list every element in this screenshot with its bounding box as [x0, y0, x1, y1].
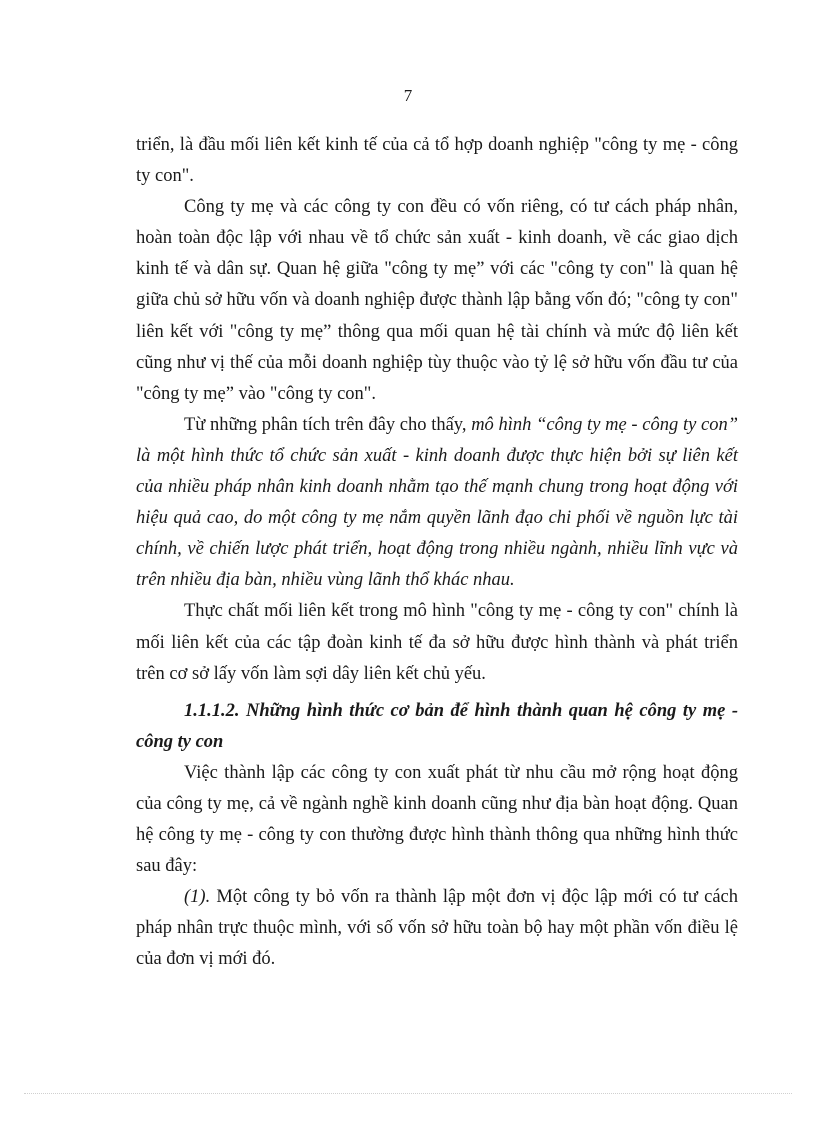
paragraph-essence: Thực chất mối liên kết trong mô hình "công ty mẹ - công ty con" chính là mối liên kết của các tập đoàn kinh tế đa sở hữu được hình thành và phát triển trên cơ sở lấy vốn làm sợi dây liên kết chủ yếu.	[136, 601, 738, 684]
paragraph-form-1	[136, 882, 738, 975]
list-marker: (1).	[184, 887, 211, 908]
paragraph-italic-definition: mô hình “công ty mẹ - công ty con” là một hình thức tổ chức sản xuất - kinh doanh được thực hiện bởi sự liên kết của nhiều pháp nhân kinh doanh nhằm tạo thế mạnh chung trong hoạt động với hiệu quả cao, do một công ty mẹ nắm quyền lãnh đạo chi phối về nguồn lực tài chính, về chiến lược phát triển, hoạt động trong nhiều ngành, nhiều lĩnh vực và trên nhiều địa bàn, nhiều vùng lãnh thổ khác nhau.	[136, 414, 738, 591]
page-number: 7	[403, 86, 413, 105]
list-item-text: Một công ty bỏ vốn ra thành lập một đơn vị độc lập mới có tư cách pháp nhân trực thuộc mình, với số vốn sở hữu toàn bộ hay một phần vốn điều lệ của đơn vị mới đó.	[136, 887, 738, 970]
page-bottom-divider	[24, 1093, 792, 1094]
paragraph-capital-structure: Công ty mẹ và các công ty con đều có vốn riêng, có tư cách pháp nhân, hoàn toàn độc lập với nhau về tổ chức sản xuất - kinh doanh, về các giao dịch kinh tế và dân sự. Quan hệ giữa "công ty mẹ” với các "công ty con" là quan hệ giữa chủ sở hữu vốn và doanh nghiệp được thành lập bằng vốn đó; "công ty con" liên kết với "công ty mẹ” thông qua mối quan hệ tài chính và mức độ liên kết cũng như vị thế của mỗi doanh nghiệp tùy thuộc vào tỷ lệ sở hữu vốn đầu tư của "công ty mẹ” vào "công ty con".	[136, 197, 738, 404]
paragraph-formation: Việc thành lập các công ty con xuất phát từ nhu cầu mở rộng hoạt động của công ty mẹ, cả về ngành nghề kinh doanh cũng như địa bàn hoạt động. Quan hệ công ty mẹ - công ty con thường được hình thành thông qua những hình thức sau đây:	[136, 762, 738, 877]
paragraph-model-definition	[136, 410, 738, 597]
section-heading: 1.1.1.2. Những hình thức cơ bản để hình thành quan hệ công ty mẹ - công ty con	[136, 700, 738, 752]
paragraph-continuation: triển, là đầu mối liên kết kinh tế của cả tổ hợp doanh nghiệp "công ty mẹ - công ty con".	[136, 135, 738, 187]
document-body	[136, 130, 738, 976]
paragraph-lead-text: Từ những phân tích trên đây cho thấy,	[184, 414, 472, 435]
